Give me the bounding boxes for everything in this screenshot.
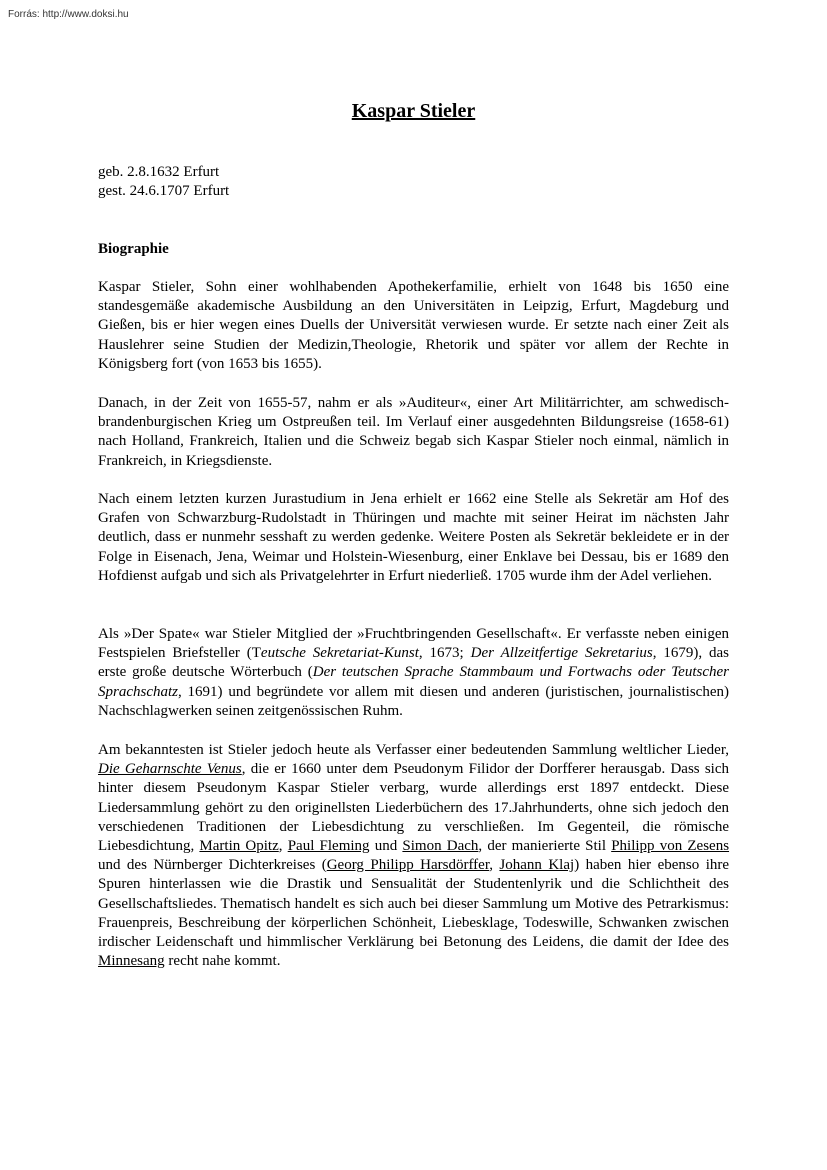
link-minnesang[interactable]: Minnesang: [98, 953, 165, 970]
paragraph-2: Danach, in der Zeit von 1655-57, nahm er als »Auditeur«, einer Art Militärrichter, am schwedisch-brandenburgischen Krieg um Ostpreußen teil. Im Verlauf einer ausgedehnten Bildungsreise (1658-61) nach Holland, Frankreich, Italien und die Schweiz begab sich Kaspar Stieler noch einmal, nämlich in Frankreich, in Kriegsdienste.: [98, 395, 729, 469]
paragraph-5-text: und: [369, 838, 403, 855]
source-line: Forrás: http://www.doksi.hu: [8, 9, 129, 20]
link-paul-fleming[interactable]: Paul Fleming: [287, 838, 370, 855]
life-dates: [98, 163, 229, 201]
paragraph-5: [98, 741, 729, 971]
page-title: Kaspar Stieler: [351, 100, 476, 122]
paragraph-4-text: , 1691) und begründete vor allem mit diesen und anderen (juristischen, journalistischen) Nachschlagwerken seinen zeitgenössischen Ruhm.: [98, 683, 729, 719]
work-title: Der Allzeitfertige Sekretarius: [470, 645, 653, 662]
link-martin-opitz[interactable]: Martin Opitz: [199, 838, 279, 855]
link-simon-dach[interactable]: Simon Dach: [402, 838, 479, 855]
paragraph-4: [98, 625, 729, 721]
link-die-geharnschte-venus[interactable]: Die Geharnschte Venus: [98, 761, 242, 778]
work-title: eutsche Sekretariat-Kunst: [260, 645, 419, 662]
paragraph-4-text: , 1679), das erste große deutsche Wörterbuch (: [98, 645, 730, 681]
paragraph-5-text: und des Nürnberger Dichterkreises (: [98, 857, 327, 874]
paragraph-4-text: Als »Der Spate« war Stieler Mitglied der »Fruchtbringenden Gesellschaft«. Er verfasste neben einigen Festspielen Briefsteller (T: [98, 626, 729, 662]
paragraph-5-text: , der manierierte Stil: [478, 838, 612, 855]
paragraph-5-text: , die er 1660 unter dem Pseudonym Filidor der Dorfferer herausgab. Dass sich hinter diesem Pseudonym Kaspar Stieler verbarg, wurde allerdings erst 1897 entdeckt. Diese Liedersammlung gehört zu den originellsten Liederbüchern des 17.Jahrhunderts, ohne sich jedoch den verschiedenen Traditionen der Liebesdichtung zu verschließen. Im Gegenteil, die römische Liebesdichtung,: [98, 761, 729, 855]
link-georg-philipp-harsdoerffer[interactable]: Georg Philipp Harsdörffer: [326, 857, 490, 874]
section-heading: Biographie: [98, 241, 169, 257]
paragraph-3: Nach einem letzten kurzen Jurastudium in Jena erhielt er 1662 eine Stelle als Sekretär am Hof des Grafen von Schwarzburg-Rudolstadt in Thüringen und machte mit seiner Heirat im nächsten Jahr deutlich, dass er nunmehr sesshaft zu werden gedenke. Weitere Posten als Sekretär bekleidete er in der Folge in Eisenach, Jena, Weimar und Holstein-Wiesenburg, einer Enklave bei Dessau, bis er 1689 den Hofdienst aufgab und sich als Privatgelehrter in Erfurt niederließ. 1705 wurde ihm der Adel verliehen.: [98, 491, 729, 584]
paragraph-1: Kaspar Stieler, Sohn einer wohlhabenden Apothekerfamilie, erhielt von 1648 bis 1650 eine standesgemäße akademische Ausbildung an den Universitäten in Leipzig, Erfurt, Magdeburg und Gießen, bis er hier wegen eines Duells der Universität verwiesen wurde. Er setzte nach einer Zeit als Hauslehrer seine Studien der Medizin,Theologie, Rhetorik und später vor allem der Rechte in Königsberg fort (von 1653 bis 1655).: [98, 279, 729, 372]
link-philipp-von-zesens[interactable]: Philipp von Zesens: [611, 838, 730, 855]
paragraph-5-text: ,: [278, 838, 288, 855]
paragraph-4-text: , 1673;: [418, 645, 471, 662]
link-johann-klaj[interactable]: Johann Klaj: [499, 857, 575, 874]
paragraph-5-text: recht nahe kommt.: [164, 953, 281, 970]
birth-date: geb. 2.8.1632 Erfurt: [98, 164, 220, 180]
work-title: Der teutschen Sprache Stammbaum und Fortwachs oder Teutscher Sprachschatz: [98, 664, 729, 700]
paragraph-5-text: ) haben hier ebenso ihre Spuren hinterlassen wie die Drastik und Sensualität der Studentenlyrik und die Schlichtheit des Gesellschaftsliedes. Thematisch handelt es sich auch bei dieser Sammlung um Motive des Petrarkismus: Frauenpreis, Beschreibung der körperlichen Schönheit, Liebesklage, Todeswille, Schwanken zwischen irdischer Leidenschaft und himmlischer Verklärung bei Betonung des Leidens, die damit der Idee des: [98, 857, 730, 951]
paragraph-5-text: ,: [489, 857, 500, 874]
paragraph-5-text: Am bekanntesten ist Stieler jedoch heute als Verfasser einer bedeutenden Sammlung weltlicher Lieder,: [98, 742, 729, 758]
death-date: gest. 24.6.1707 Erfurt: [98, 183, 230, 200]
